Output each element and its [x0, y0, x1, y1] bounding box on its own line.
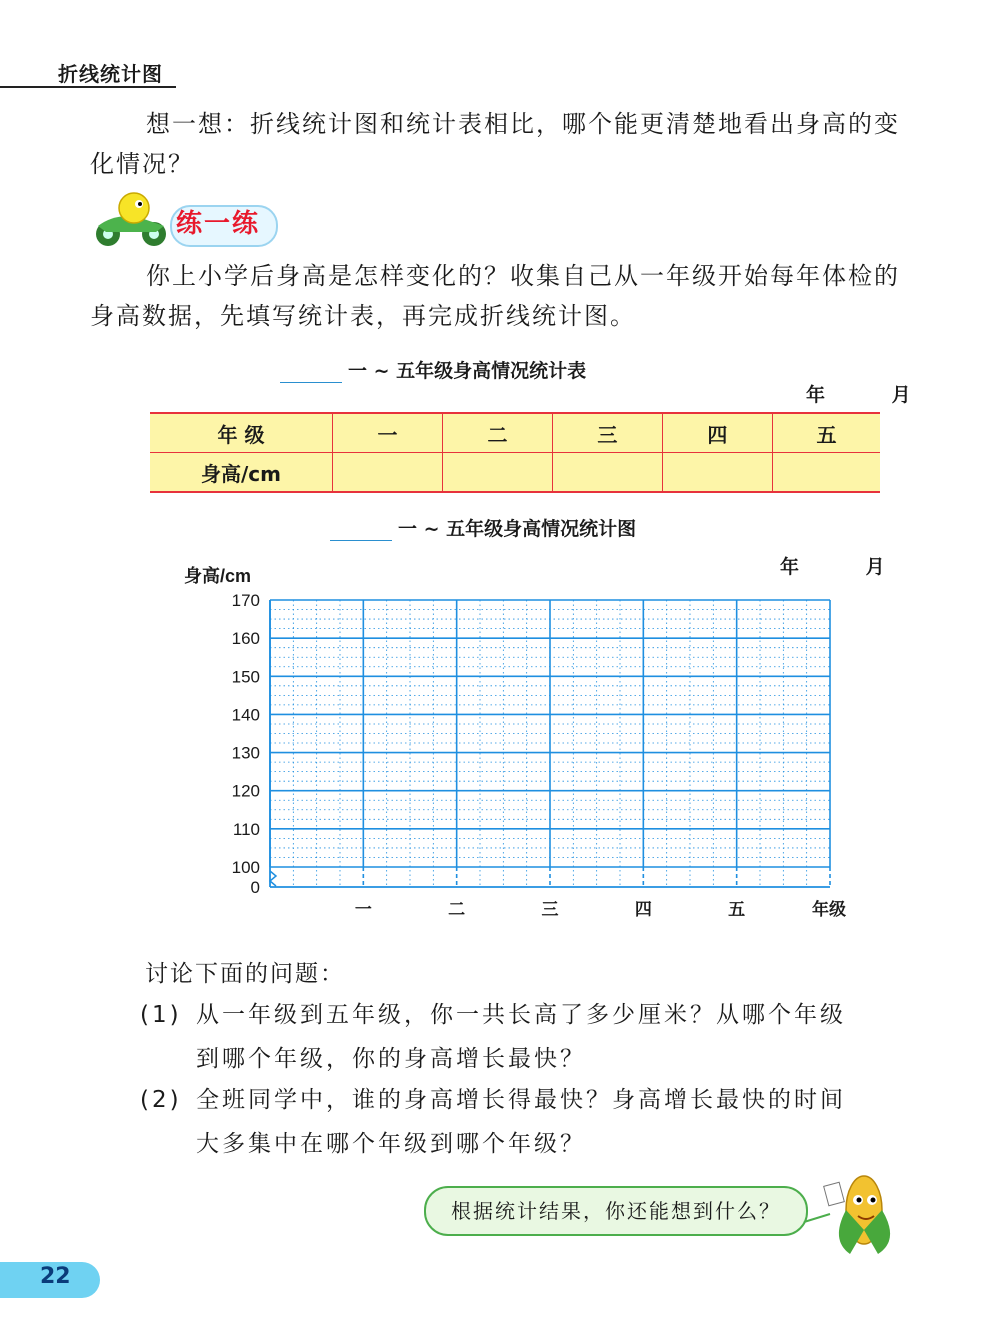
y-tick-label: 130	[231, 743, 260, 763]
x-tick-label: 二	[448, 900, 466, 919]
height-line-chart[interactable]	[170, 560, 870, 930]
x-tick-label: 四	[634, 900, 652, 919]
x-tick-label: 一	[354, 900, 372, 919]
grade-cell: 三	[552, 413, 662, 453]
practice-paragraph: 你上小学后身高是怎样变化的？收集自己从一年级开始每年体检的身高数据，先填写统计表，再完成折线统计图。	[90, 262, 900, 330]
grade-cell: 二	[442, 413, 552, 453]
page-header-title: 折线统计图	[58, 62, 163, 86]
table-row	[150, 413, 880, 453]
think-paragraph: 想一想：折线统计图和统计表相比，哪个能更清楚地看出身高的变化情况？	[90, 110, 900, 178]
question-number: (2)	[140, 1087, 182, 1113]
y-tick-label: 150	[231, 667, 260, 687]
header-rule	[0, 86, 176, 88]
table-row	[150, 453, 880, 493]
row-header-height: 身高/cm	[150, 453, 333, 493]
corn-mascot-icon	[800, 1150, 910, 1260]
question-text: 到哪个年级，你的身高增长最快？	[196, 1046, 586, 1072]
y-tick-label: 140	[231, 705, 260, 725]
y-tick-label: 100	[231, 858, 260, 877]
name-blank[interactable]	[280, 364, 342, 383]
y-tick-label: 110	[232, 819, 260, 839]
height-input-cell[interactable]	[552, 453, 662, 493]
height-input-cell[interactable]	[333, 453, 443, 493]
x-tick-label: 五	[728, 900, 746, 919]
speech-bubble: 根据统计结果，你还能想到什么？	[424, 1186, 808, 1236]
chart-title	[330, 514, 636, 541]
row-header-grade: 年 级	[150, 413, 333, 453]
practice-label: 练一练	[176, 209, 261, 239]
question-text: 大多集中在哪个年级到哪个年级？	[196, 1131, 586, 1157]
height-input-cell[interactable]	[772, 453, 880, 493]
name-blank[interactable]	[330, 522, 392, 541]
height-input-cell[interactable]	[662, 453, 772, 493]
grade-cell: 四	[662, 413, 772, 453]
y-tick-label: 120	[231, 781, 260, 801]
page-number: 22	[40, 1264, 71, 1289]
x-tick-label: 三	[541, 900, 559, 919]
y-zero-label: 0	[250, 878, 260, 897]
x-axis-label: 年级	[812, 900, 846, 919]
height-stats-table	[150, 412, 880, 493]
y-tick-label: 160	[231, 629, 260, 649]
chart-date-label: 年 月	[780, 556, 915, 578]
height-input-cell[interactable]	[442, 453, 552, 493]
table-title	[280, 356, 586, 383]
grade-cell: 一	[333, 413, 443, 453]
table-date-label: 年 月	[806, 384, 941, 406]
question-number: (1)	[140, 1002, 182, 1028]
motorbike-mascot-icon	[86, 190, 176, 248]
question-text: 从一年级到五年级，你一共长高了多少厘米？从哪个年级	[196, 1002, 846, 1028]
question-text: 全班同学中，谁的身高增长得最快？身高增长最快的时间	[196, 1087, 846, 1113]
discussion-title: 讨论下面的问题：	[145, 961, 345, 987]
grade-cell: 五	[772, 413, 880, 453]
question-2	[140, 1078, 860, 1166]
y-axis-label: 身高/cm	[184, 566, 252, 586]
chart-title-text: 一 ~ 五年级身高情况统计图	[398, 518, 637, 540]
question-1	[140, 993, 860, 1081]
table-title-text: 一 ~ 五年级身高情况统计表	[348, 360, 587, 382]
y-tick-label: 170	[231, 591, 260, 610]
